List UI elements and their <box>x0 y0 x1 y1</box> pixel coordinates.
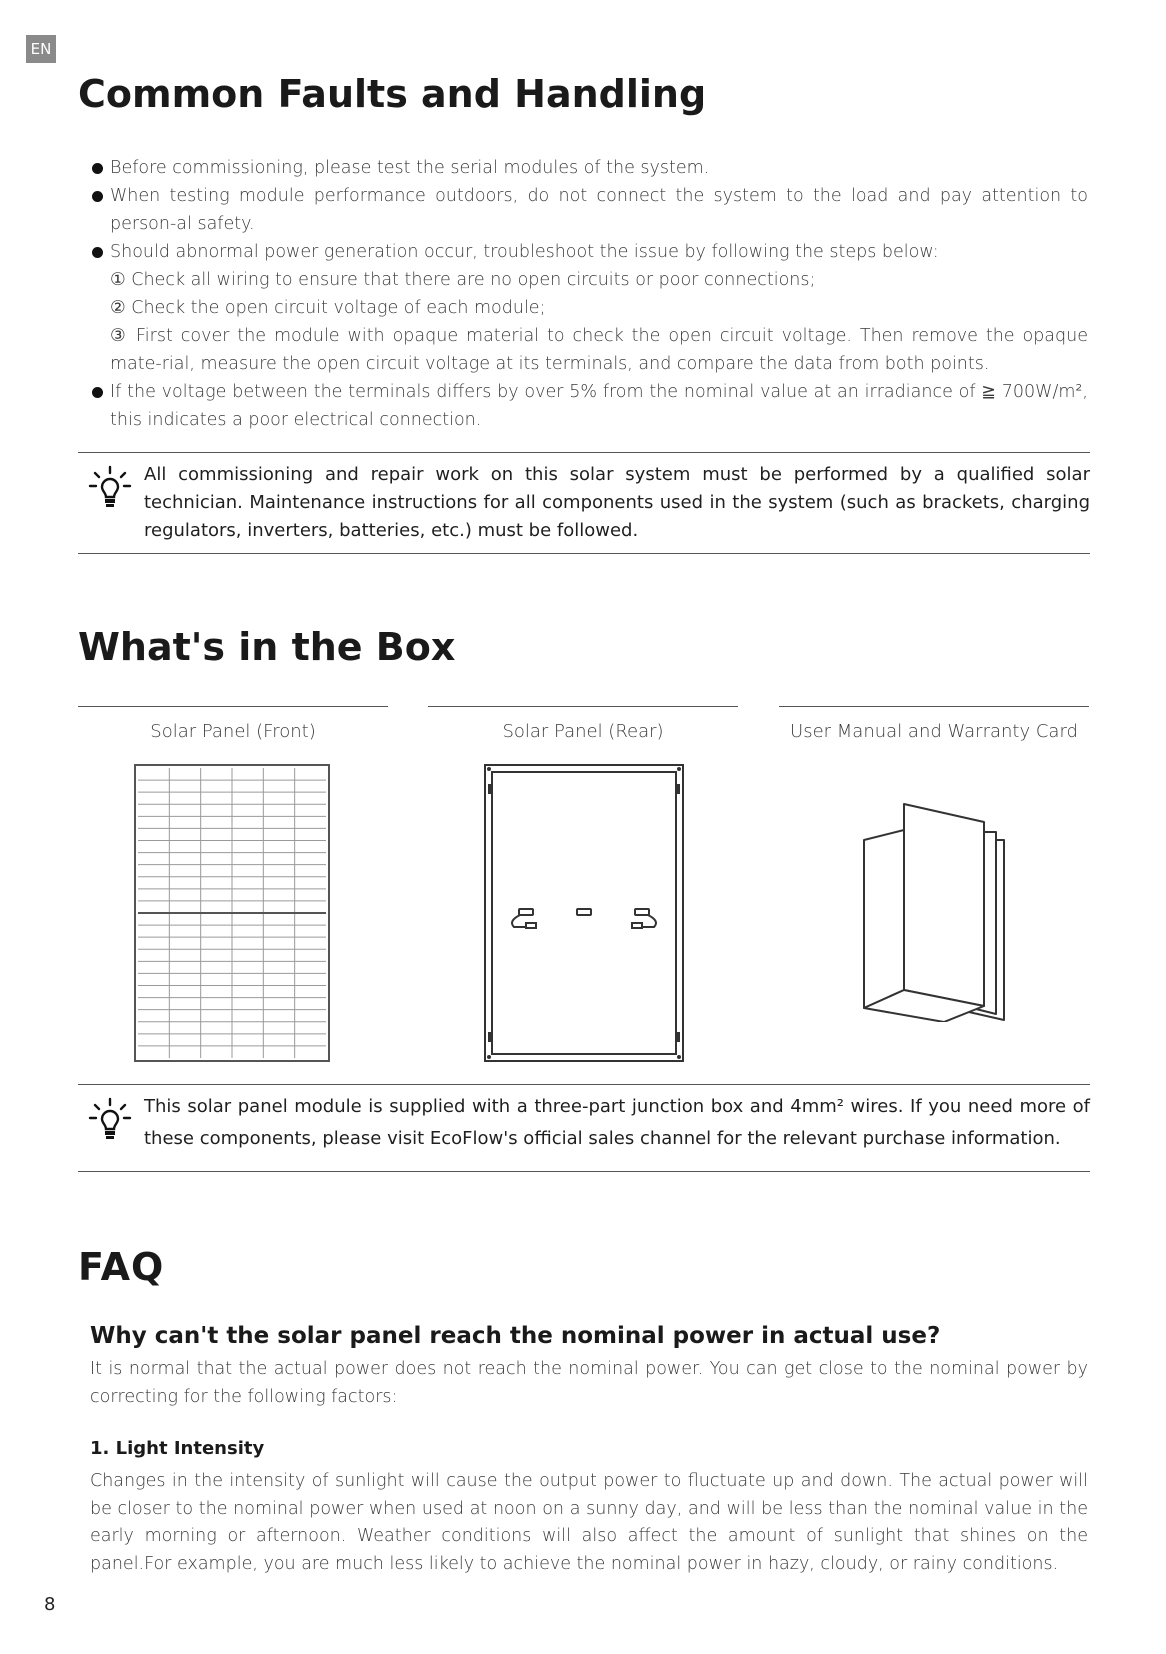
lightbulb-icon <box>88 1097 132 1141</box>
manual-booklet-image <box>860 800 1010 1022</box>
box-item-front-label: Solar Panel (Front) <box>150 721 316 742</box>
solar-panel-front-image <box>134 764 330 1062</box>
factor-1-text: Changes in the intensity of sunlight will cause the output power to fluctuate up and down. The actual power will be closer to the nominal power when used at noon on a sunny day, and will be less than the nominal value in the early morning or afternoon. Weather conditions will also affect the amount of sunlight that shines on the panel.For example, you are much less likely to achieve the nominal power in hazy, cloudy, or rainy conditions. <box>90 1471 1088 1574</box>
fault-step-3: ③ First cover the module with opaque material to check the open circuit voltage. Then remove the opaque mate-rial, measure the open circuit voltage at its terminals, and compare the data from both points. <box>110 326 1088 374</box>
box-item-manual <box>779 706 1089 742</box>
box-item-front <box>78 706 388 742</box>
fault-bullet-3: Should abnormal power generation occur, troubleshoot the issue by following the steps below: <box>90 238 1088 266</box>
commissioning-note <box>78 452 1090 554</box>
faq-answer: It is normal that the actual power does not reach the nominal power. You can get close to the nominal power by correcting for the following factors: <box>90 1359 1088 1407</box>
fault-step-1: ① Check all wiring to ensure that there are no open circuits or poor connections; <box>110 270 816 290</box>
box-title: What's in the Box <box>78 625 456 669</box>
faults-list <box>90 154 1088 434</box>
fault-bullet-4: If the voltage between the terminals differs by over 5% from the nominal value at an irradiance of ≧ 700W/m², this indicates a poor electrical connection. <box>90 378 1088 434</box>
solar-panel-rear-image <box>484 764 684 1062</box>
factor-1-title: 1. Light Intensity <box>90 1438 265 1459</box>
box-note-text: This solar panel module is supplied with a three-part junction box and 4mm² wires. If you need more of these components, please visit EcoFlow's official sales channel for the relevant purchase information. <box>144 1096 1090 1149</box>
fault-bullet-1: Before commissioning, please test the serial modules of the system. <box>90 154 1088 182</box>
box-item-rear <box>428 706 738 742</box>
fault-bullet-2: When testing module performance outdoors, do not connect the system to the load and pay attention to person-al safety. <box>90 182 1088 238</box>
box-note <box>78 1084 1090 1172</box>
faq-question: Why can't the solar panel reach the nominal power in actual use? <box>90 1323 941 1349</box>
page-number: 8 <box>44 1594 56 1615</box>
commissioning-note-text: All commissioning and repair work on this solar system must be performed by a qualified solar technician. Maintenance instructions for all components used in the system (such as brackets, charging regulators, inverters, batteries, etc.) must be followed. <box>144 464 1090 541</box>
faq-title: FAQ <box>78 1245 165 1289</box>
common-faults-title: Common Faults and Handling <box>78 72 707 116</box>
fault-step-2: ② Check the open circuit voltage of each module; <box>110 298 546 318</box>
box-item-rear-label: Solar Panel (Rear) <box>502 721 664 742</box>
language-tag: EN <box>26 35 56 63</box>
box-item-manual-label: User Manual and Warranty Card <box>790 721 1078 742</box>
lightbulb-icon <box>88 465 132 509</box>
